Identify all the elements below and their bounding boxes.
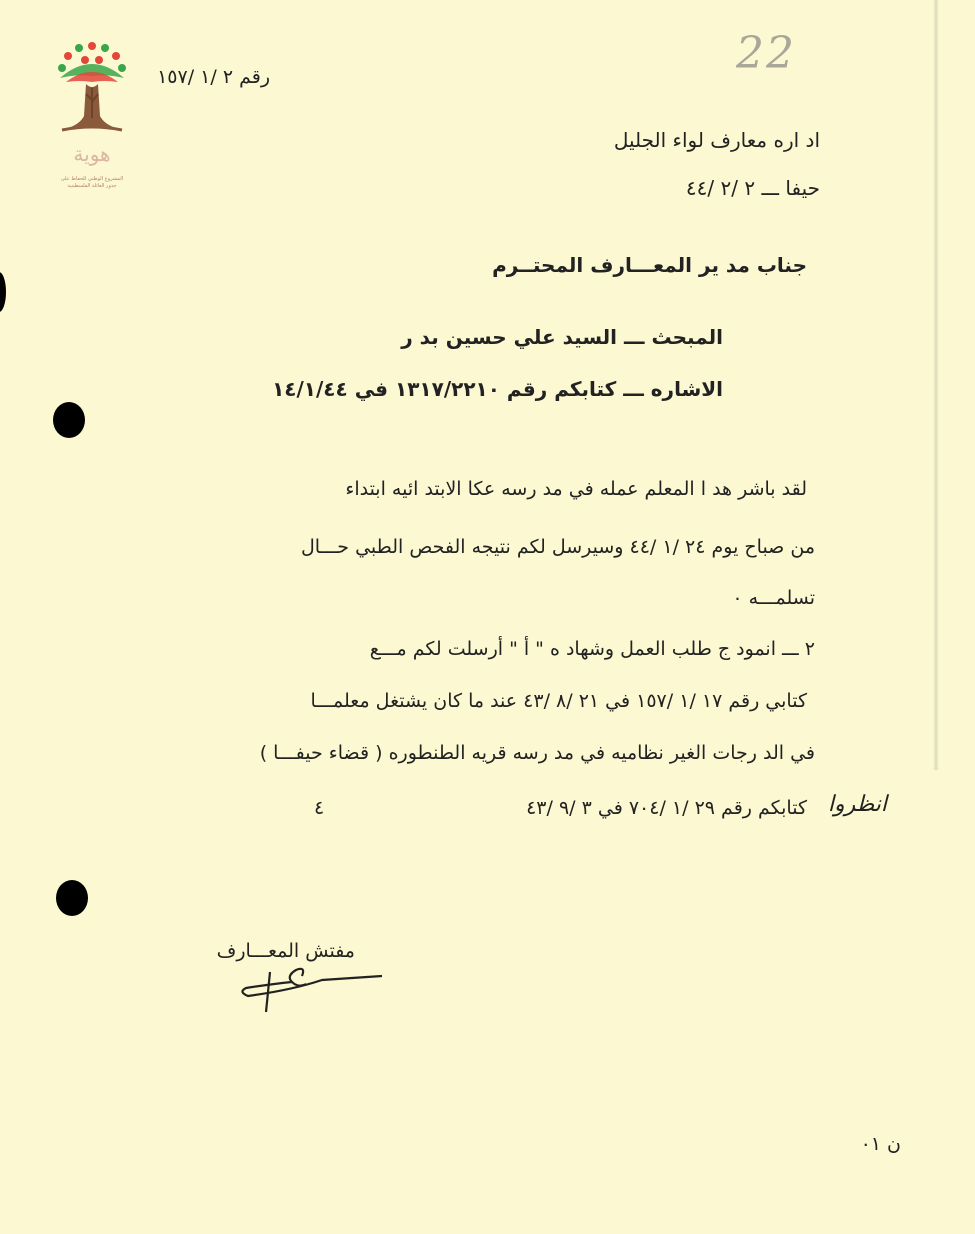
hawiya-logo [52, 38, 132, 188]
margin-mark: ٤ [314, 797, 325, 819]
place-and-date: حيفا ـــ ٢ /٢ /٤٤ [685, 176, 820, 200]
logo-caption-1: المشروع الوطني للحفاظ على [60, 176, 124, 182]
logo-wordmark: هوية [73, 142, 111, 166]
pencil-page-number: 22 [736, 28, 796, 79]
body-line-4: ٢ ـــ انمود ج طلب العمل وشهاد ه " أ " أرسلت لكم مـــع [369, 638, 815, 660]
body-line-6: في الد رجات الغير نظاميه في مد رسه قريه الطنطوره ( قضاء حيفـــا ) [259, 742, 815, 764]
body-line-3: تسلمـــه ٠ [732, 587, 815, 609]
body-line-7: كتابكم رقم ٢٩ /١ /٧٠٤ في ٣ /٩ /٤٣ [526, 797, 807, 819]
body-line-1: لقد باشر هد ا المعلم عمله في مد رسه عكا الابتد ائيه ابتداء [345, 478, 807, 500]
footer-code: ن ٠١ [860, 1133, 901, 1155]
family-tree-icon [52, 38, 132, 138]
logo-caption-2: جذور العائلة الفلسطينية [67, 183, 117, 189]
punch-hole-top [53, 402, 85, 438]
body-line-5: كتابي رقم ١٧ /١ /١٥٧ في ٢١ /٨ /٤٣ عند ما كان يشتغل معلمـــا [310, 690, 807, 712]
reference-line: الاشاره ـــ كتابكم رقم ١٣١٧/٢٢١٠ في ١٤/١/٤٤ [272, 377, 723, 401]
body-line-2: من صباح يوم ٢٤ /١ /٤٤ وسيرسل لكم نتيجه الفحص الطبي حـــال [301, 536, 815, 558]
department-name: اد اره معارف لواء الجليل [613, 128, 820, 152]
page-edge-shadow [933, 0, 939, 770]
salutation: جناب مد ير المعـــارف المحتــرم [492, 253, 807, 277]
subject-line: المبحث ـــ السيد علي حسين بد ر [401, 325, 723, 349]
tree-canopy [58, 42, 126, 82]
handwritten-note: انظروا [827, 792, 887, 817]
handwritten-signature [232, 958, 392, 1014]
punch-hole-bottom [56, 880, 88, 916]
signatory-title: مفتش المعـــارف [216, 940, 355, 962]
reference-number: رقم ٢ /١ /١٥٧ [157, 66, 270, 88]
edge-mark [0, 272, 6, 312]
